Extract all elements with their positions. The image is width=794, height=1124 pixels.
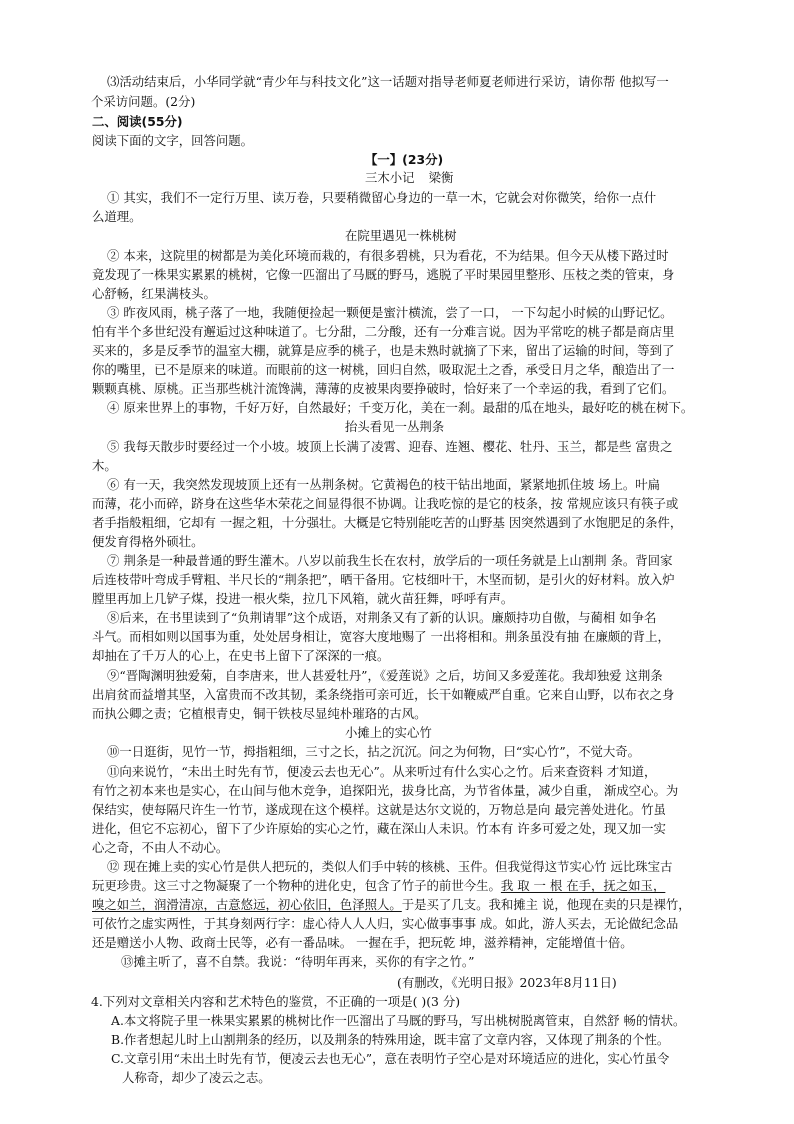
p12-line-3	[92, 897, 691, 913]
p9-line-1: ⑨“晋陶渊明独爱菊，自李唐来，世人甚爱牡丹”，《爱莲说》之后，坊间又多爱莲花。我却独爱 这荆条	[107, 668, 663, 683]
p2-line-1: ② 本来，这院里的树都是为美化环境而栽的，有很多碧桃，只为看花，不为结果。但今天从楼下路过时	[107, 248, 669, 263]
p1-line-1: ① 其实，我们不一定行万里、读万卷，只要稍微留心身边的一草一木，它就会对你微笑，给你一点什	[107, 190, 657, 205]
p5-line-2: 木。	[92, 458, 117, 473]
p7-line-1: ⑦ 荆条是一种最普通的野生灌木。八岁以前我生长在农村，放学后的一项任务就是上山割荆 条。背回家	[107, 553, 673, 568]
p5-line-1: ⑤ 我每天散步时要经过一个小坡。坡顶上长满了凌霄、迎春、连翘、樱花、牡丹、玉兰，都是些 富贵之	[107, 439, 673, 454]
p8-line-1: ⑧后来，在书里读到了“负荆请罪”这个成语，对荆条又有了新的认识。廉颇持功自傲，与蔺相 如争名	[107, 610, 657, 625]
p12-line-2-text: 玩更珍贵。这三寸之物凝聚了一个物种的进化史，包含了竹子的前世今生。	[92, 878, 501, 893]
q4-option-c-line-1: C.文章引用“未出土时先有节，便凌云去也无心”，意在表明竹子空心是对环境适应的进化，实心竹虽令	[111, 1051, 670, 1066]
p3-line-1: ③ 昨夜风雨，桃子落了一地，我随便捡起一颗便是蜜汁横流，尝了一口， 一下勾起小时候的山野记忆。	[107, 305, 673, 320]
subheading-peach: 在院里遇见一株桃树	[345, 228, 457, 243]
article-title-line	[365, 170, 453, 186]
p6-line-2: 而薄，花小而碎，跻身在这些华木荣花之间显得很不协调。让我吃惊的是它的枝条，按 常规应该只有筷子或	[92, 496, 679, 511]
p3-line-5: 颗颗真桃、原桃。正当那些桃汁流馋满，薄薄的皮被果肉要挣破时，恰好来了一个幸运的我，看到了它们。	[92, 381, 675, 396]
p6-line-3: 者手指般粗细，它却有 一握之粗，十分强壮。大概是它特别能吃苦的山野基 因突然遇到了水饱肥足的条件，	[92, 515, 683, 530]
p4-line: ④ 原来世界上的事物，千好万好，自然最好；千变万化，美在一刹。最甜的瓜在地头，最好吃的桃在树下。	[107, 400, 694, 415]
part-label: 【一】(23分)	[365, 152, 444, 167]
subheading-thorn: 抬头看见一丛荆条	[345, 419, 445, 434]
p12-line-1: ⑫ 现在摊上卖的实心竹是供人把玩的，类似人们手中转的核桃、玉件。但我觉得这节实心竹 远比珠宝古	[107, 859, 673, 874]
p12-line-2	[92, 878, 665, 894]
p2-line-3: 心舒畅，红果满枝头。	[92, 286, 216, 301]
q3-line-2: 个采访问题。(2分)	[91, 94, 196, 109]
p11-line-2: 有竹之初本来也是实心，在山间与他木竞争，追探阳光，拔身比高，为节省体量，减少自重， 渐成空心。为	[92, 783, 679, 798]
p12-underlined-passage-1: 我 取 一 根 在手，抚之如玉，	[500, 878, 666, 893]
p12-line-3-text: 于是买了几支。我和摊主 说，他现在卖的只是裸竹，	[401, 897, 691, 912]
p8-line-2: 斗气。而相如则以国事为重，处处居身相让，宽容大度地赐了 一出将相和。荆条虽没有抽 在廉颇的背上，	[92, 629, 670, 644]
p11-line-3: 保结实，使每隔尺许生一竹节，遂成现在这个模样。这就是达尔文说的，万物总是向 最完善处进化。竹虽	[92, 802, 666, 817]
q4-option-c-line-2: 人称奇，却少了凌云之志。	[122, 1070, 271, 1085]
p12-underlined-passage-2: 嗅之如兰，润滑清凉，古意悠远，初心依旧，色泽照人。	[92, 897, 402, 912]
p10-line: ⑩一日逛街，见竹一节，拇指粗细，三寸之长，拈之沉沉。问之为何物，曰“实心竹”，不觉大奇。	[107, 744, 641, 759]
p9-line-2: 出肩贫而益增其坚，入富贵而不改其韧，柔条绕指可亲可近，长干如鞭威严自重。它来自山野，以布衣之身	[92, 687, 675, 702]
p11-line-5: 心之奇，不由人不动心。	[92, 840, 229, 855]
q4-option-a: A.本文将院子里一株果实累累的桃树比作一匹溜出了马厩的野马，写出桃树脱离管束，自然舒 畅的情状。	[111, 1013, 686, 1028]
p3-line-2: 怕有半个多世纪没有邂逅过这种味道了。七分甜，二分酸，还有一分难言说。因为平常吃的桃子都是商店里	[92, 324, 675, 339]
p13-line: ⑬摊主听了，喜不自禁。我说：“待明年再来，买你的有字之竹。”	[121, 954, 475, 969]
p12-line-5: 还是赠送小人物、政商士民等，必有一番品味。 一握在手，把玩乾 坤，滋养精神，定能增值十倍。	[92, 935, 633, 950]
p2-line-2: 竟发现了一株果实累累的桃树，它像一匹溜出了马厩的野马，逃脱了平时果园里整形、压枝之类的管束，身	[92, 267, 675, 282]
article-title: 三木小记	[365, 170, 415, 185]
subheading-bamboo: 小摊上的实心竹	[345, 725, 432, 740]
q4-stem: 4.下列对文章相关内容和艺术特色的鉴赏，不正确的一项是( )(3 分)	[91, 994, 461, 1009]
p11-line-1: ⑪向来说竹，“未出土时先有节，便凌云去也无心”。从来听过有什么实心之竹。后来查资料 才知道，	[107, 764, 657, 779]
p6-line-4: 便发育得格外硕壮。	[92, 534, 204, 549]
p6-line-1: ⑥ 有一天，我突然发现坡顶上还有一丛荆条树。它黄褐色的枝干钻出地面，紧紧地抓住坡 场上。叶扁	[107, 477, 661, 492]
p3-line-4: 你的嘴里，已不是原来的味道。而眼前的这一树桃，回归自然，吸取泥土之香，承受日月之华，酿造出了一	[92, 362, 675, 377]
q4-option-b: B.作者想起儿时上山割荆条的经历，以及荆条的特殊用途，既丰富了文章内容，又体现了荆条的个性。	[111, 1032, 670, 1047]
section-instruction: 阅读下面的文字，回答问题。	[92, 133, 254, 148]
section-heading: 二、阅读(55分)	[92, 114, 183, 129]
p8-line-3: 却抽在了千万人的心上，在史书上留下了深深的一痕。	[92, 648, 390, 663]
p7-line-2: 后连枝带叶弯成手臂粗、半尺长的“荆条把”，晒干备用。它枝细叶干，木坚而韧，是引火的好材料。放入炉	[92, 572, 675, 587]
p9-line-3: 而执公卿之责；它植根青史，铜干铁枝尽显纯朴璀珞的古风。	[92, 706, 427, 721]
p3-line-3: 买来的，多是反季节的温室大棚，就算是应季的桃子，也是未熟时就摘了下来，留出了运输的时间，等到了	[92, 343, 675, 358]
p12-line-4: 可依竹之虚实两性，于其身刻两行字：虚心待人人人归，实心做事事事 成。如此，游人买去，无论做纪念品	[92, 916, 679, 931]
article-source: (有删改，《光明日报》2023年8月11日)	[397, 975, 617, 990]
p11-line-4: 进化，但它不忘初心，留下了少许原始的实心之竹，藏在深山人未识。竹本有 许多可爱之处，现又加一实	[92, 821, 666, 836]
q3-line-1: ⑶活动结束后，小华同学就“青少年与科技文化”这一话题对指导老师夏老师进行采访，请你帮 他拟写一	[107, 74, 669, 89]
article-author: 梁衡	[428, 170, 454, 185]
p7-line-3: 膛里再加上几铲子煤，投进一根火柴，拉几下风箱，就火苗狂舞，呼呼有声。	[92, 591, 514, 606]
p1-line-2: 么道理。	[92, 209, 142, 224]
